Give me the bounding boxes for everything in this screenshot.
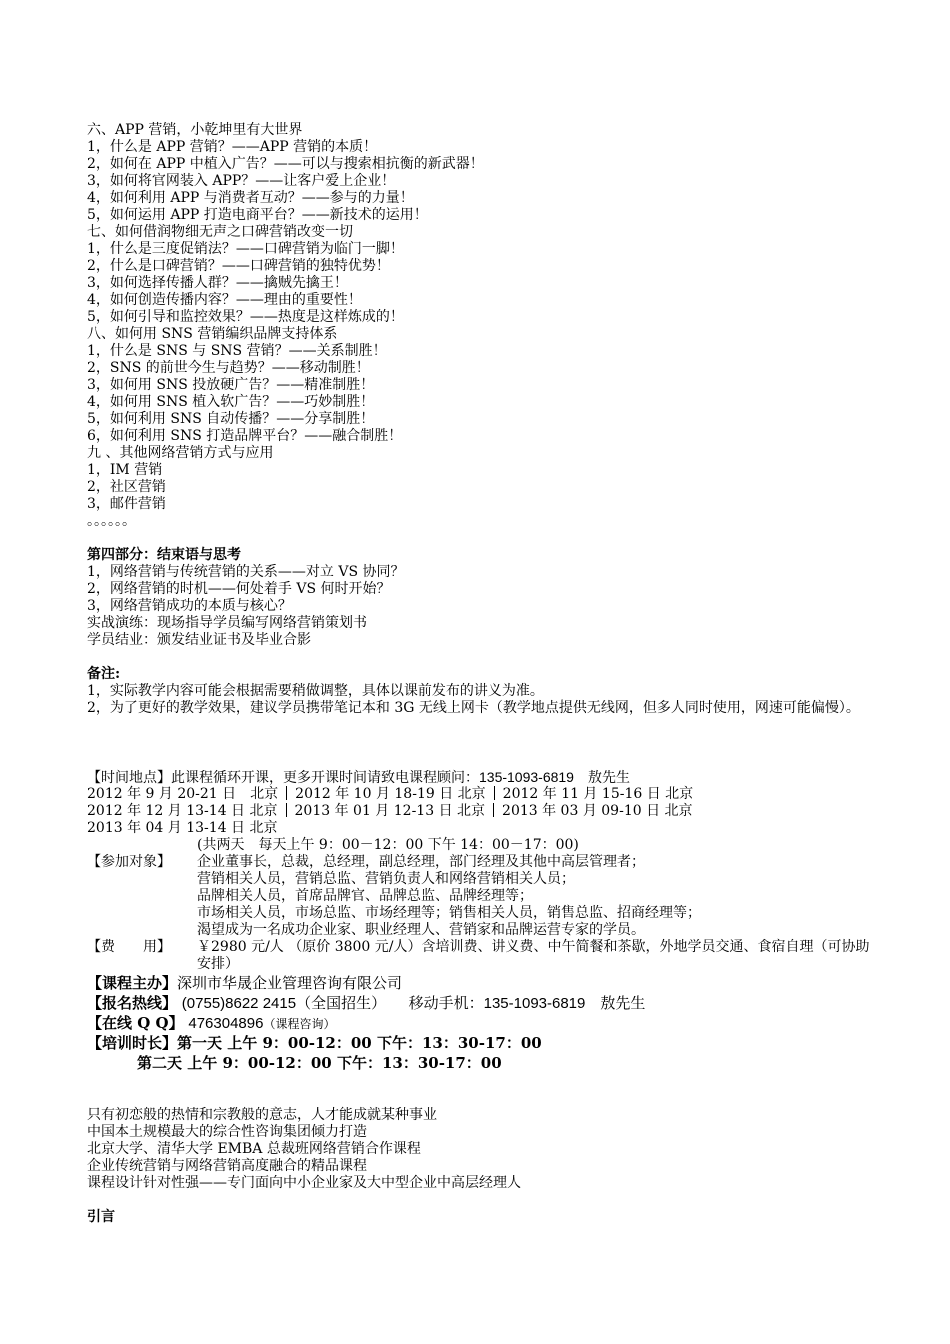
audience: [87, 854, 877, 939]
schedule-label: 【时间地点】: [87, 770, 171, 786]
list-item: 3，如何用 SNS 投放硬广告？——精准制胜！: [87, 377, 375, 393]
duration-label: 【培训时长】: [87, 1034, 178, 1052]
section-title: 九 、其他网络营销方式与应用: [87, 445, 274, 461]
note-item: 1，实际教学内容可能会根据需要稍做调整，具体以课前发布的讲义为准。: [87, 683, 544, 699]
list-item: 3，如何选择传播人群？——擒贼先擒王！: [87, 275, 348, 291]
intro-heading: 引言: [87, 1209, 115, 1225]
audience-line: 市场相关人员，市场总监、市场经理等；销售相关人员，销售总监、招商经理等；: [197, 905, 701, 921]
notes-title: 备注:: [87, 666, 121, 682]
section-title: 六、APP 营销，小乾坤里有大世界: [87, 122, 303, 138]
audience-line: 企业董事长，总裁，总经理，副总经理，部门经理及其他中高层管理者；: [197, 854, 645, 870]
slogan-line: 中国本土规模最大的综合性咨询集团倾力打造: [87, 1124, 367, 1140]
audience-line: 品牌相关人员，首席品牌官、品牌总监、品牌经理等；: [197, 888, 533, 904]
audience-line: 营销相关人员，营销总监、营销负责人和网络营销相关人员；: [197, 871, 575, 887]
list-item: 4，如何用 SNS 植入软广告？——巧妙制胜！: [87, 394, 375, 410]
section-9: [87, 445, 877, 530]
section-title: 八、如何用 SNS 营销编织品牌支持体系: [87, 326, 338, 342]
document-page: [87, 122, 877, 1226]
duration-day1: 第一天 上午 9：00-12：00 下午：13：30-17：00: [177, 1034, 542, 1052]
hotline-phone: (0755)8622 2415: [181, 995, 297, 1012]
schedule-date: 2013 年 03 月 09-10 日 北京: [502, 803, 693, 819]
section-7: [87, 224, 877, 326]
schedule-date: 2012 年 10 月 18-19 日 北京: [295, 786, 486, 802]
list-item: 2，什么是口碑营销？——口碑营销的独特优势！: [87, 258, 390, 274]
schedule-date: 2013 年 01 月 12-13 日 北京: [294, 803, 486, 819]
schedule-contact: 敖先生: [587, 770, 630, 786]
fee: [87, 939, 877, 973]
list-item: 5，如何利用 SNS 自动传播？——分享制胜！: [87, 411, 375, 427]
host-text: 深圳市华晟企业管理咨询有限公司: [177, 974, 403, 992]
list-item: 1，什么是三度促销法？——口碑营销为临门一脚！: [87, 241, 404, 257]
schedule-hours: (共两天 每天上午 9：00－12：00 下午 14：00－17：00): [197, 837, 579, 853]
notes: [87, 666, 877, 717]
list-item: 3，如何将官网装入 APP？——让客户爱上企业！: [87, 173, 396, 189]
schedule: [87, 769, 877, 854]
qq-note: （课程咨询）: [263, 1017, 336, 1031]
qq-label: 【在线 Q Q】: [87, 1014, 184, 1032]
note-item: 2，为了更好的教学效果，建议学员携带笔记本和 3G 无线上网卡（教学地点提供无线网，但多人同时使用，网速可能偏慢）。: [87, 700, 860, 716]
qq-number: 476304896: [188, 1015, 264, 1032]
host-label: 【课程主办】: [87, 974, 178, 992]
list-item: 2，网络营销的时机——何处着手 VS 何时开始？: [87, 581, 391, 597]
list-item: 2，如何在 APP 中植入广告？——可以与搜索相抗衡的新武器！: [87, 156, 484, 172]
fee-label: 【费 用】: [87, 939, 171, 955]
slogan-line: 北京大学、清华大学 EMBA 总裁班网络营销合作课程: [87, 1141, 421, 1157]
audience-label: 【参加对象】: [87, 854, 171, 870]
schedule-date: 2013 年 04 月 13-14 日 北京: [87, 820, 278, 836]
duration-day2: 第二天 上午 9：00-12：00 下午：13：30-17：00: [137, 1054, 502, 1072]
list-item: 实战演练：现场指导学员编写网络营销策划书: [87, 615, 367, 631]
schedule-date: 2012 年 9 月 20-21 日 北京: [87, 786, 279, 802]
hotline-label: 【报名热线】: [87, 994, 178, 1012]
hotline-mobile: 135-1093-6819: [483, 995, 586, 1012]
list-item: 2，社区营销: [87, 479, 166, 495]
schedule-phone: 135-1093-6819: [479, 769, 574, 785]
section-8: [87, 326, 877, 445]
slogans: [87, 1107, 877, 1192]
hotline-mobile-label: 移动手机：: [408, 994, 484, 1012]
slogan-line: 企业传统营销与网络营销高度融合的精品课程: [87, 1158, 367, 1174]
list-item: 3，网络营销成功的本质与核心？: [87, 598, 292, 614]
list-item: 4，如何利用 APP 与消费者互动？——参与的力量！: [87, 190, 414, 206]
audience-line: 渴望成为一名成功企业家、职业经理人、营销家和品牌运营专家的学员。: [197, 922, 645, 938]
fee-text: ￥2980 元/人 （原价 3800 元/人）含培训费、讲义费、中午简餐和茶歇，外地学员交通、食宿自理（可协助安排）: [197, 939, 870, 972]
schedule-date: 2012 年 11 月 15-16 日 北京: [502, 786, 694, 802]
hotline-note: （全国招生）: [296, 994, 379, 1012]
list-item: 学员结业：颁发结业证书及毕业合影: [87, 632, 311, 648]
section-title: 七、如何借润物细无声之口碑营销改变一切: [87, 224, 353, 240]
list-item: 1，网络营销与传统营销的关系——对立 VS 协同？: [87, 564, 405, 580]
list-item: 5，如何运用 APP 打造电商平台？——新技术的运用！: [87, 207, 428, 223]
hotline-contact: 敖先生: [600, 994, 646, 1012]
list-item: 6，如何利用 SNS 打造品牌平台？——融合制胜！: [87, 428, 403, 444]
schedule-intro: 此课程循环开课，更多开课时间请致电课程顾问：: [171, 770, 479, 786]
slogan-line: 只有初恋般的热情和宗教般的意志，人才能成就某种事业: [87, 1107, 437, 1123]
part-4: [87, 547, 877, 649]
list-item: 1，IM 营销: [87, 462, 163, 478]
part-title: 第四部分：结束语与思考: [87, 547, 241, 563]
ellipsis: 。。。。。。: [87, 513, 136, 529]
list-item: 1，什么是 SNS 与 SNS 营销？——关系制胜！: [87, 343, 387, 359]
list-item: 4，如何创造传播内容？——理由的重要性！: [87, 292, 362, 308]
list-item: 5，如何引导和监控效果？——热度是这样炼成的！: [87, 309, 404, 325]
schedule-date: 2012 年 12 月 13-14 日 北京: [87, 803, 278, 819]
list-item: 3，邮件营销: [87, 496, 166, 512]
list-item: 1，什么是 APP 营销？——APP 营销的本质！: [87, 139, 378, 155]
list-item: 2，SNS 的前世今生与趋势？——移动制胜！: [87, 360, 370, 376]
slogan-line: 课程设计针对性强——专门面向中小企业家及大中型企业中高层经理人: [87, 1175, 521, 1191]
section-6: [87, 122, 877, 224]
